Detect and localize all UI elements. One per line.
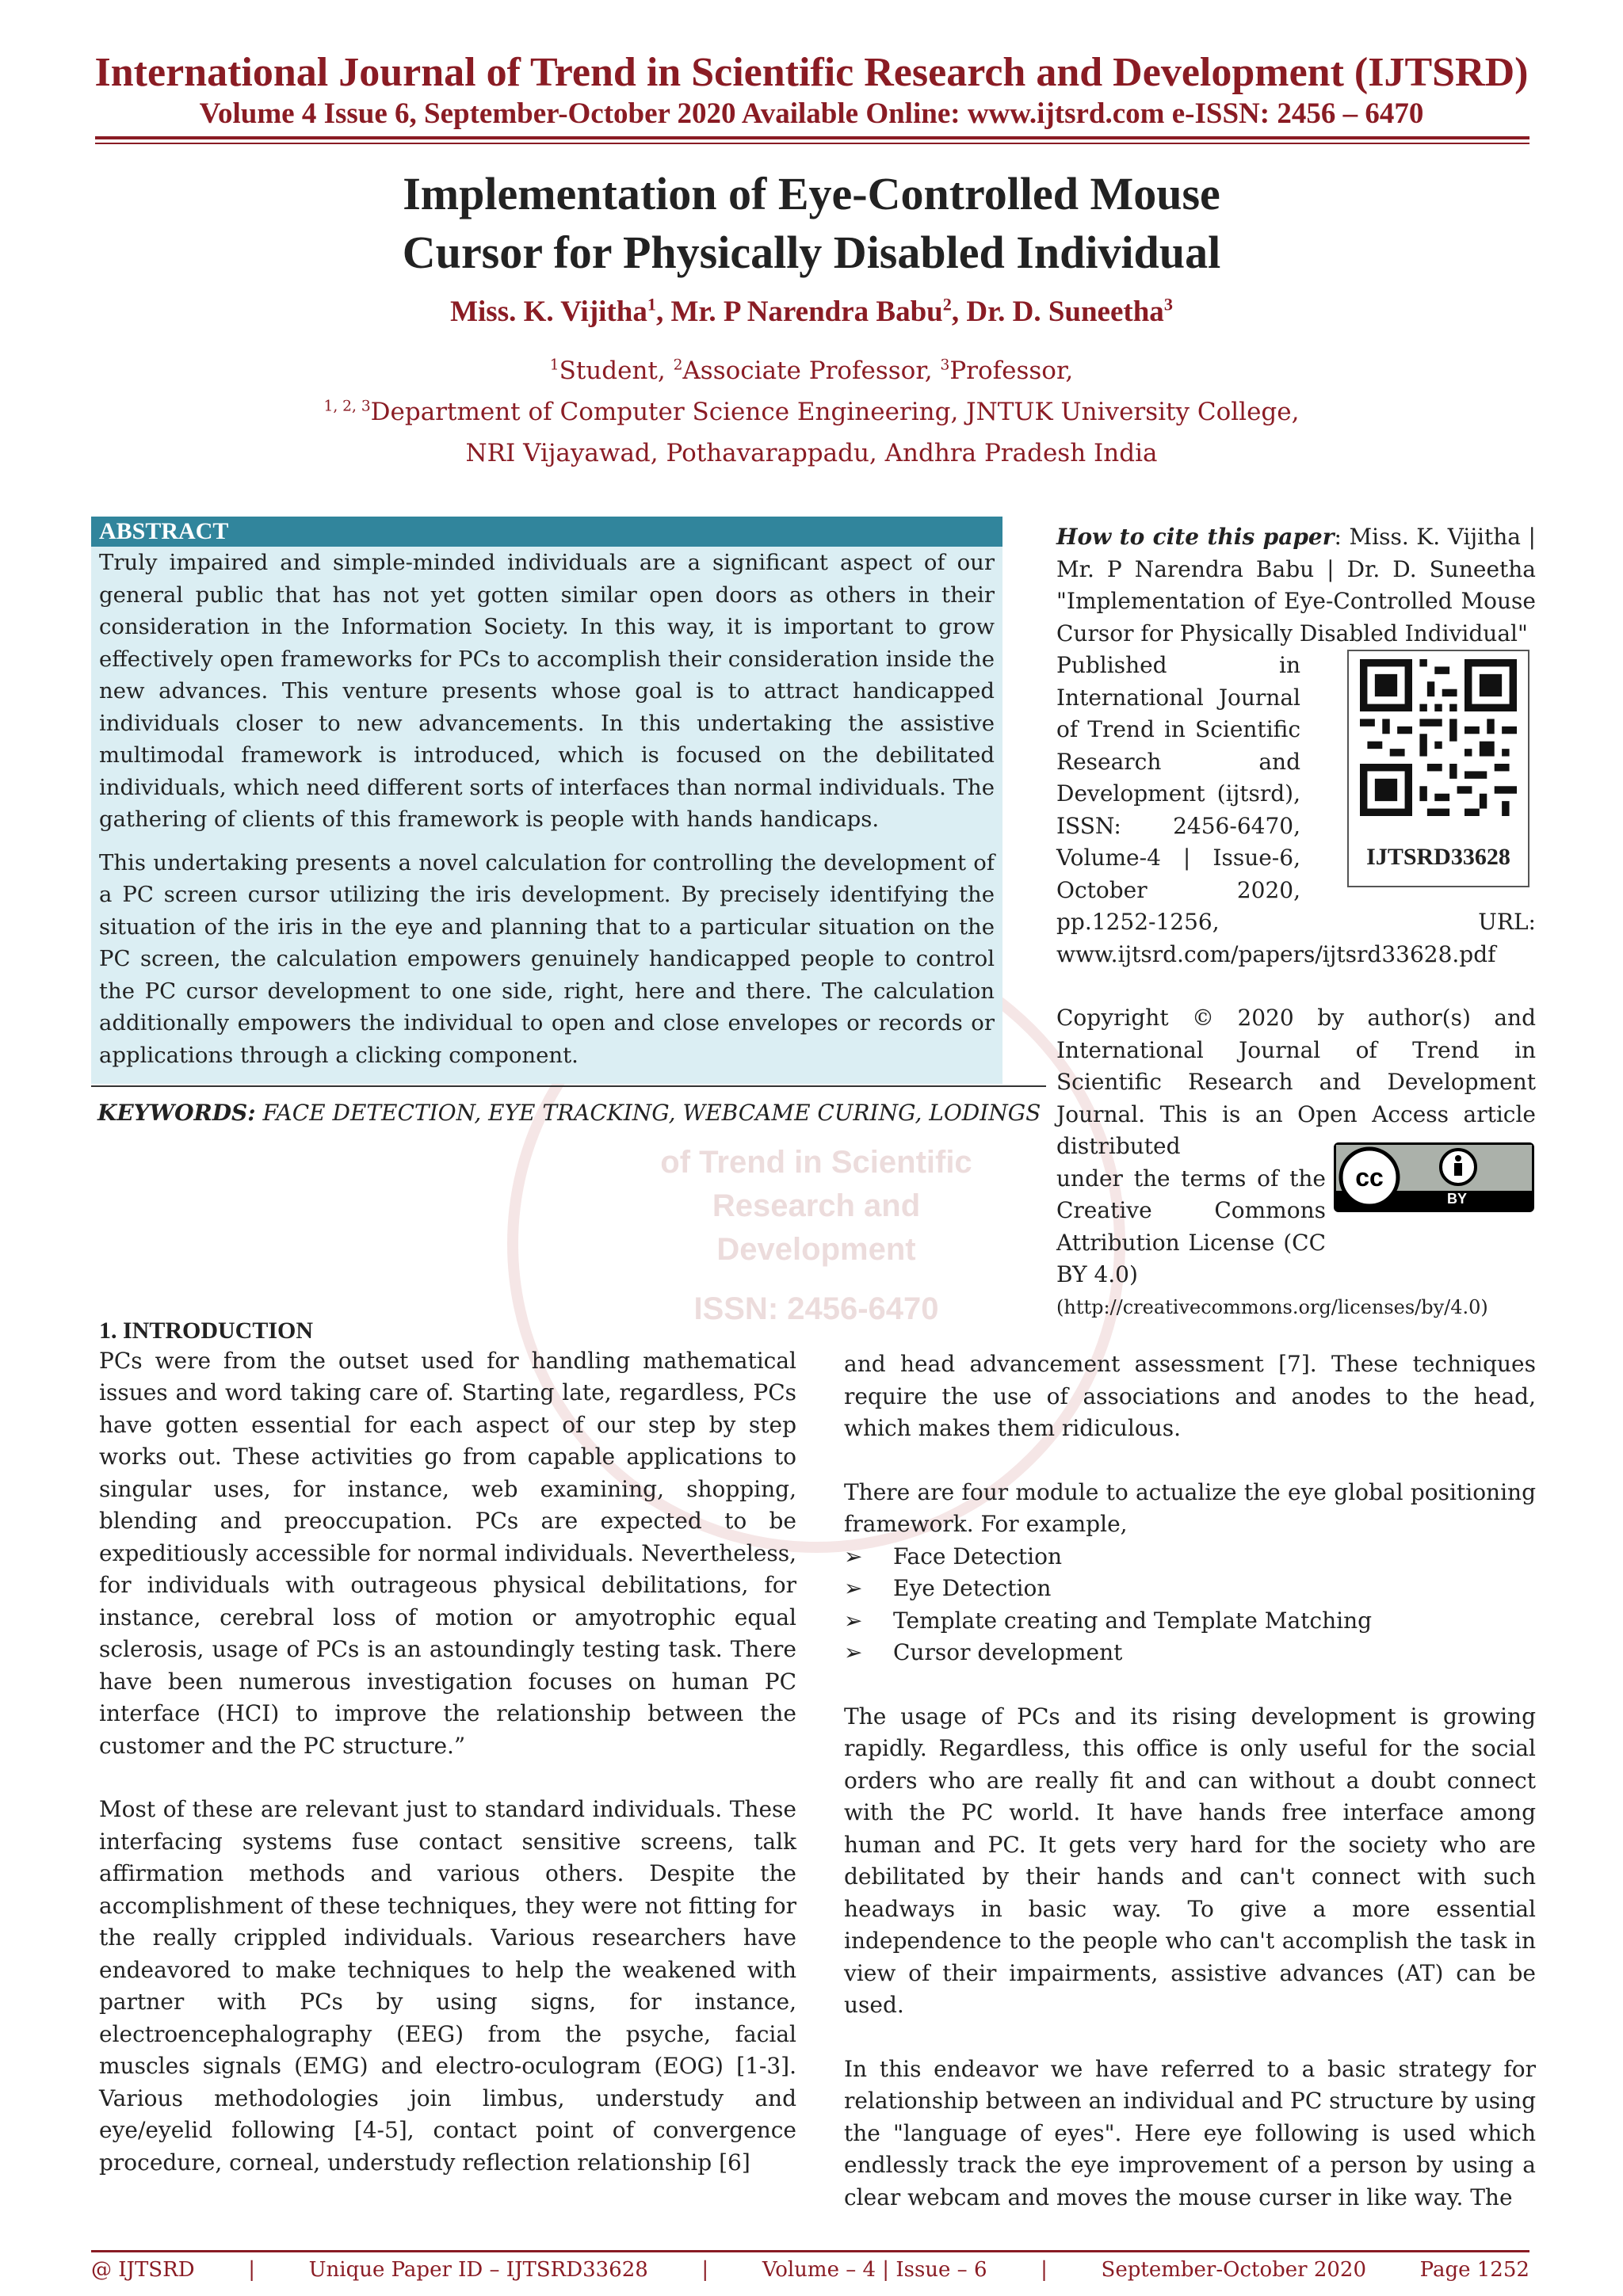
citation-publication: Published in International Journal of Trend in Scientific Research and Development (ijtsrd), ISSN: 2456-6470, Volume-4 | Issue-6, October 2020, pp.1252-1256, bbox=[1056, 652, 1300, 935]
intro-paragraph-1: PCs were from the outset used for handling mathematical issues and word taking care of. Starting late, regardless, PCs have gotten essential for each aspect of our step by step works out. These activities go from capable applications to singular uses, for instance, web examining, shopping, blending and preoccupation. PCs are expected to be expeditiously accessible for normal individuals. Nevertheless, for individuals with outrageous physical debilitations, for instance, cerebral loss of motion or amyotrophic equal sclerosis, usage of PCs is an astoundingly testing task. There have been numerous investigation focuses on human PC interface (HCI) to improve the relationship between the customer and the PC structure.” bbox=[99, 1347, 796, 1759]
footer-separator: | bbox=[701, 2258, 709, 2282]
citation-label: How to cite this paper bbox=[1056, 524, 1335, 550]
author-1: Miss. K. Vijitha bbox=[450, 296, 647, 328]
footer-separator: | bbox=[248, 2258, 255, 2282]
author-list: Miss. K. Vijitha$^1$, Mr. P Narendra Babu$^2$, Dr. D. Suneetha$^3$ bbox=[450, 294, 1173, 328]
list-item: ➢ Eye Detection bbox=[844, 1573, 1536, 1605]
list-item: ➢ Face Detection bbox=[844, 1541, 1536, 1573]
journal-title: International Journal of Trend in Scientific Research and Development (IJTSRD) bbox=[94, 50, 1529, 95]
page-footer bbox=[91, 2258, 1529, 2282]
intro-paragraph-3: and head advancement assessment [7]. These techniques require the use of associations and anodes to the head, which makes them ridiculous. bbox=[844, 1351, 1536, 1441]
footer-page-number: Page 1252 bbox=[1419, 2258, 1529, 2282]
license-url[interactable]: (http://creativecommons.org/licenses/by/4.0) bbox=[1056, 1295, 1488, 1318]
abstract-paragraph-1: Truly impaired and simple-minded individuals are a significant aspect of our general public that has not yet gotten similar open doors as others in their consideration in the Information Society. In this way, it is important to grow effectively open frameworks for PCs to accomplish their consideration inside the new advances. This venture presents whose goal is to attract handicapped individuals closer to new advancements. In this undertaking the assistive multimodal framework is introduced, which is focused on the debilitated individuals, which need different sorts of interfaces than normal individuals. The gathering of clients of this framework is people with hands handicaps. bbox=[99, 550, 995, 832]
copyright-text: Copyright © 2020 by author(s) and International Journal of Trend in Scientific Research and Development Journal. This is an Open Access article distributed bbox=[1056, 1005, 1536, 1159]
dept-text: Department of Computer Science Engineering, JNTUK University College, bbox=[370, 398, 1300, 426]
role-3: Professor, bbox=[949, 357, 1074, 385]
title-line-1: Implementation of Eye-Controlled Mouse bbox=[403, 168, 1220, 219]
intro-paragraph-6: In this endeavor we have referred to a basic strategy for relationship between an individual and PC structure by using the "language of eyes". Here eye following is used which endlessly track the eye improvement of a person by using a clear webcam and moves the mouse curser in like way. The bbox=[844, 2055, 1536, 2210]
list-item: ➢ Cursor development bbox=[844, 1637, 1536, 1669]
affiliation-roles: $^1$Student, $^2$Associate Professor, $^3$Professor, bbox=[549, 357, 1074, 385]
citation-text: : Miss. K. Vijitha | Mr. P Narendra Babu | Dr. D. Suneetha "Implementation of Eye-Controlled Mouse Cursor for Physically Disabled Individual" bbox=[1056, 524, 1536, 646]
watermark-line-2: Research and bbox=[712, 1188, 921, 1223]
body-column-left bbox=[99, 1315, 796, 2179]
watermark-line-1: of Trend in Scientific bbox=[660, 1145, 972, 1180]
footer-separator: | bbox=[1041, 2258, 1048, 2282]
intro-paragraph-5: The usage of PCs and its rising development is growing rapidly. Regardless, this office is only useful for the social orders who are really fit and can without a doubt connect with the PC world. It have hands free interface among human and PC. It gets very hard for the society who are debilitated by their hands and can't connect with such headways in basic way. To give a more essential independence to the people who can't accomplish the task in view of their impairments, assistive advances (AT) can be used. bbox=[844, 1703, 1536, 2018]
cc-by-badge bbox=[1334, 1142, 1534, 1212]
qr-code-id: IJTSRD33628 bbox=[1366, 844, 1510, 870]
abstract-heading: ABSTRACT bbox=[91, 517, 1002, 547]
affiliation-place: NRI Vijayawad, Pothavarappadu, Andhra Pradesh India bbox=[465, 439, 1158, 467]
footer-journal: @ IJTSRD bbox=[91, 2258, 195, 2282]
author-3: Dr. D. Suneetha bbox=[966, 296, 1164, 328]
keywords-text: FACE DETECTION, EYE TRACKING, WEBCAME CURING, LODINGS bbox=[262, 1100, 1041, 1126]
list-item: ➢ Template creating and Template Matching bbox=[844, 1605, 1536, 1638]
cc-badge-text: BY bbox=[1447, 1191, 1468, 1207]
keywords-rule bbox=[91, 1085, 1046, 1087]
author-2: Mr. P Narendra Babu bbox=[670, 296, 943, 328]
citation-url-label: URL: bbox=[1478, 909, 1536, 935]
header-rule-bottom bbox=[95, 143, 1529, 144]
abstract-box bbox=[91, 517, 1002, 1084]
creative-commons-icon bbox=[1336, 1145, 1532, 1210]
qr-code-icon bbox=[1360, 659, 1517, 816]
paper-title bbox=[0, 165, 1623, 282]
module-list bbox=[844, 1541, 1536, 1669]
intro-paragraph-4: There are four module to actualize the eye global positioning framework. For example, bbox=[844, 1478, 1536, 1537]
title-line-2: Cursor for Physically Disabled Individual bbox=[402, 227, 1221, 278]
intro-paragraph-2: Most of these are relevant just to standard individuals. These interfacing systems fuse contact sensitive screens, talk affirmation methods and various others. Despite the accomplishment of these techniques, they were not fitting for the really crippled individuals. Various researchers have endeavored to make techniques to help the weakened with partner with PCs by using signs, for instance, electroencephalography (EEG) from the psyche, facial muscles signals (EMG) and electro-oculogram (EOG) [1-3]. Various methodologies join limbus, understudy and eye/eyelid following [4-5], contact point of convergence procedure, corneal, understudy reflection relationship [6] bbox=[99, 1796, 796, 2176]
issue-line: Volume 4 Issue 6, September-October 2020 Available Online: www.ijtsrd.com e-ISSN: 2456 – 6470 bbox=[199, 97, 1424, 130]
role-1: Student, bbox=[559, 357, 674, 385]
role-2: Associate Professor, bbox=[682, 357, 941, 385]
keywords bbox=[97, 1100, 1041, 1126]
watermark-line-4: ISSN: 2456-6470 bbox=[693, 1291, 939, 1326]
citation-url[interactable]: www.ijtsrd.com/papers/ijtsrd33628.pdf bbox=[1056, 940, 1496, 967]
footer-paper-id: Unique Paper ID – IJTSRD33628 bbox=[308, 2258, 648, 2282]
introduction-heading: 1. INTRODUCTION bbox=[99, 1318, 314, 1344]
svg-text:cc: cc bbox=[1355, 1163, 1384, 1192]
dept-marks: 1, 2, 3 bbox=[323, 398, 371, 415]
affiliation-dept bbox=[0, 398, 1623, 426]
header-rule-top bbox=[95, 136, 1529, 139]
license-text: under the terms of the Creative Commons Attribution License (CC BY 4.0) bbox=[1056, 1165, 1326, 1287]
abstract-paragraph-2: This undertaking presents a novel calculation for controlling the development of a PC screen cursor utilizing the iris development. By precisely identifying the situation of the iris in the eye and planning that to a particular situation on the PC screen, the calculation empowers genuinely handicapped people to control the PC cursor development to one side, right, here and there. The calculation additionally empowers the individual to open and close envelopes or records or applications through a clicking component. bbox=[99, 849, 995, 1068]
keywords-label: KEYWORDS: bbox=[97, 1100, 256, 1126]
body-column-right bbox=[844, 1348, 1536, 2214]
footer-date: September-October 2020 bbox=[1101, 2258, 1366, 2282]
footer-rule bbox=[91, 2250, 1529, 2252]
watermark-line-3: Development bbox=[716, 1232, 916, 1267]
footer-volume: Volume – 4 | Issue – 6 bbox=[762, 2258, 987, 2282]
